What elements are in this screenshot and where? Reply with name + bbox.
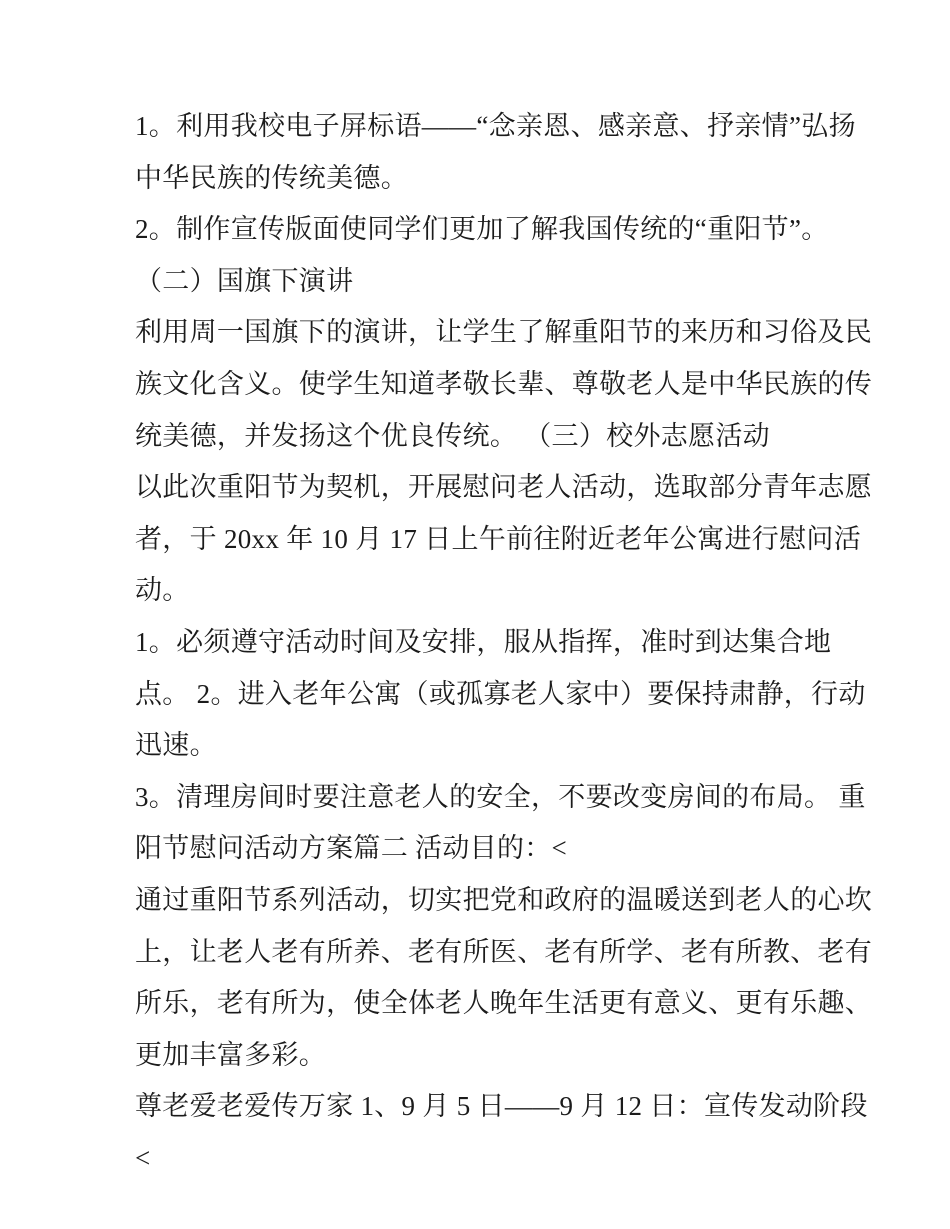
text-line: 迅速。	[135, 730, 217, 761]
text-line: 点。 2。进入老年公寓（或孤寡老人家中）要保持肃静，行动	[135, 678, 866, 709]
text-line: 1。利用我校电子屏标语——“念亲恩、感亲意、抒亲情”弘扬	[135, 111, 856, 141]
text-line: 统美德，并发扬这个优良传统。 （三）校外志愿活动	[135, 420, 770, 451]
text-line: 2。制作宣传版面使同学们更加了解我国传统的“重阳节”。	[135, 214, 829, 245]
text-line: 中华民族的传统美德。	[135, 162, 408, 193]
text-line: 以此次重阳节为契机，开展慰问老人活动，选取部分青年志愿	[135, 472, 873, 503]
text-line: 通过重阳节系列活动，切实把党和政府的温暖送到老人的心坎	[135, 884, 873, 915]
document-text-block	[135, 101, 880, 1184]
text-line: 利用周一国旗下的演讲，让学生了解重阳节的来历和习俗及民	[135, 317, 873, 348]
text-line: 者，于 20xx 年 10 月 17 日上午前往附近老年公寓进行慰问活	[135, 523, 861, 554]
text-line: 族文化含义。使学生知道孝敬长辈、尊敬老人是中华民族的传	[135, 368, 873, 399]
text-line: （二）国旗下演讲	[135, 265, 354, 296]
text-line: 尊老爱老爱传万家 1、9 月 5 日——9 月 12 日：宣传发动阶段<	[135, 1091, 868, 1173]
text-line: 更加丰富多彩。	[135, 1039, 327, 1070]
text-line: 3。清理房间时要注意老人的安全，不要改变房间的布局。 重	[135, 781, 866, 812]
text-line: 所乐，老有所为，使全体老人晚年生活更有意义、更有乐趣、	[135, 988, 873, 1019]
text-line: 动。	[135, 575, 190, 606]
text-line: 阳节慰问活动方案篇二 活动目的：<	[135, 833, 568, 864]
text-line: 1。必须遵守活动时间及安排，服从指挥，准时到达集合地	[135, 626, 832, 657]
text-line: 上，让老人老有所养、老有所医、老有所学、老有所教、老有	[135, 936, 873, 967]
